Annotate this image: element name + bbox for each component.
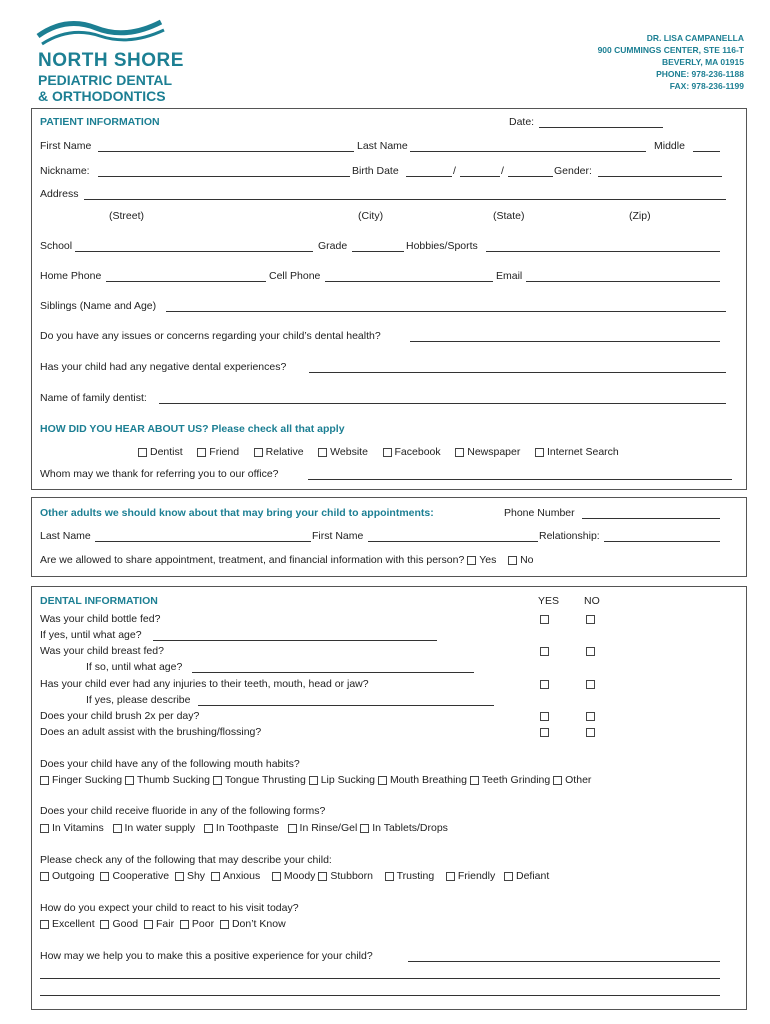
phone-number: PHONE: 978-236-1188 xyxy=(656,69,744,79)
siblings-label: Siblings (Name and Age) xyxy=(40,300,157,312)
logo-line-2: PEDIATRIC DENTAL xyxy=(38,72,173,88)
section-heading: PATIENT INFORMATION xyxy=(40,116,160,128)
fluoride-vitamins[interactable]: In Vitamins xyxy=(40,822,104,834)
concerns-field[interactable] xyxy=(410,341,720,342)
slash: / xyxy=(453,165,456,177)
react-fair[interactable]: Fair xyxy=(144,918,174,930)
hobbies-label: Hobbies/Sports xyxy=(406,240,478,252)
last-name-label: Last Name xyxy=(357,140,408,152)
fluoride-rinse-gel[interactable]: In Rinse/Gel xyxy=(288,822,358,834)
fax-number: FAX: 978-236-1199 xyxy=(669,81,744,91)
siblings-field[interactable] xyxy=(166,311,726,312)
injury-yes-checkbox[interactable] xyxy=(540,680,549,689)
adult-first-name-field[interactable] xyxy=(368,541,538,542)
checkbox-relative[interactable]: Relative xyxy=(254,446,304,458)
describe-friendly[interactable]: Friendly xyxy=(446,870,495,882)
date-field[interactable] xyxy=(539,127,663,128)
email-label: Email xyxy=(496,270,523,282)
hear-about-options xyxy=(138,446,619,458)
logo-line-1: NORTH SHORE xyxy=(38,50,184,71)
gender-field[interactable] xyxy=(598,176,722,177)
react-dont-know[interactable]: Don’t Know xyxy=(220,918,286,930)
bottle-age-field[interactable] xyxy=(153,640,437,641)
breast-fed-no-checkbox[interactable] xyxy=(586,647,595,656)
react-options xyxy=(40,918,286,930)
habit-mouth-breathing[interactable]: Mouth Breathing xyxy=(378,774,467,786)
describe-trusting[interactable]: Trusting xyxy=(385,870,435,882)
grade-field[interactable] xyxy=(352,251,404,252)
email-field[interactable] xyxy=(526,281,720,282)
fluoride-water-supply[interactable]: In water supply xyxy=(113,822,196,834)
relationship-field[interactable] xyxy=(604,541,720,542)
last-name-field[interactable] xyxy=(410,151,646,152)
school-label: School xyxy=(40,240,73,252)
middle-label: Middle xyxy=(654,140,685,152)
react-excellent[interactable]: Excellent xyxy=(40,918,95,930)
dental-heading: DENTAL INFORMATION xyxy=(40,595,158,607)
patient-info-section xyxy=(31,108,747,490)
grade-label: Grade xyxy=(318,240,348,252)
describe-moody[interactable]: Moody xyxy=(272,870,316,882)
doctor-name: DR. LISA CAMPANELLA xyxy=(646,33,744,43)
help-question: How may we help you to make this a positive experience for your child? xyxy=(40,950,373,962)
zip-caption: (Zip) xyxy=(629,210,651,222)
fluoride-question: Does your child receive fluoride in any of the following forms? xyxy=(40,805,326,817)
nickname-label: Nickname: xyxy=(40,165,90,177)
no-column-header: NO xyxy=(584,595,600,607)
describe-cooperative[interactable]: Cooperative xyxy=(100,870,169,882)
address-field[interactable] xyxy=(84,199,726,200)
brush-question: Does your child brush 2x per day? xyxy=(40,710,200,722)
habits-options xyxy=(40,774,591,786)
checkbox-facebook[interactable]: Facebook xyxy=(383,446,441,458)
first-name-label: First Name xyxy=(40,140,92,152)
hear-about-heading: HOW DID YOU HEAR ABOUT US? Please check all that apply xyxy=(40,423,345,435)
phone-number-label: Phone Number xyxy=(504,507,575,519)
negative-experience-field[interactable] xyxy=(309,372,726,373)
breast-age-field[interactable] xyxy=(192,672,474,673)
checkbox-friend[interactable]: Friend xyxy=(197,446,239,458)
address-label: Address xyxy=(40,188,79,200)
family-dentist-label: Name of family dentist: xyxy=(40,392,147,404)
adult-last-name-field[interactable] xyxy=(95,541,311,542)
first-name-field[interactable] xyxy=(98,151,354,152)
gender-label: Gender: xyxy=(554,165,592,177)
city-address: BEVERLY, MA 01915 xyxy=(661,57,744,67)
school-field[interactable] xyxy=(75,251,313,252)
fluoride-options xyxy=(40,822,448,834)
adult-first-name-label: First Name xyxy=(312,530,364,542)
breast-fed-question: Was your child breast fed? xyxy=(40,645,164,657)
hobbies-field[interactable] xyxy=(486,251,720,252)
bottle-fed-yes-checkbox[interactable] xyxy=(540,615,549,624)
relationship-label: Relationship: xyxy=(539,530,600,542)
home-phone-label: Home Phone xyxy=(40,270,102,282)
street-address: 900 CUMMINGS CENTER, STE 116-T xyxy=(597,45,744,55)
share-no-checkbox[interactable]: No xyxy=(508,554,533,566)
checkbox-internet-search[interactable]: Internet Search xyxy=(535,446,619,458)
share-info-question: Are we allowed to share appointment, treatment, and financial information with this person? Yes No xyxy=(40,554,534,566)
home-phone-field[interactable] xyxy=(106,281,266,282)
birth-date-label: Birth Date xyxy=(352,165,399,177)
yes-column-header: YES xyxy=(538,595,560,607)
checkbox-newspaper[interactable]: Newspaper xyxy=(455,446,520,458)
injury-question: Has your child ever had any injuries to their teeth, mouth, head or jaw? xyxy=(40,678,369,690)
assist-question: Does an adult assist with the brushing/flossing? xyxy=(40,726,262,738)
practice-address xyxy=(598,32,744,92)
other-adults-heading: Other adults we should know about that may bring your child to appointments: xyxy=(40,507,434,519)
bottle-age-question: If yes, until what age? xyxy=(40,629,142,641)
middle-field[interactable] xyxy=(693,151,720,152)
adult-last-name-label: Last Name xyxy=(40,530,91,542)
practice-logo xyxy=(36,14,196,104)
habit-other[interactable]: Other xyxy=(553,774,591,786)
habit-finger-sucking[interactable]: Finger Sucking xyxy=(40,774,122,786)
assist-yes-checkbox[interactable] xyxy=(540,728,549,737)
habit-lip-sucking[interactable]: Lip Sucking xyxy=(309,774,375,786)
injury-no-checkbox[interactable] xyxy=(586,680,595,689)
react-question: How do you expect your child to react to his visit today? xyxy=(40,902,299,914)
describe-shy[interactable]: Shy xyxy=(175,870,205,882)
state-caption: (State) xyxy=(493,210,525,222)
family-dentist-field[interactable] xyxy=(159,403,726,404)
slash: / xyxy=(501,165,504,177)
date-label: Date: xyxy=(509,116,535,128)
describe-anxious[interactable]: Anxious xyxy=(211,870,260,882)
birth-day-field[interactable] xyxy=(460,176,500,177)
react-poor[interactable]: Poor xyxy=(180,918,214,930)
describe-stubborn[interactable]: Stubborn xyxy=(318,870,373,882)
city-caption: (City) xyxy=(358,210,384,222)
help-field-line-3[interactable] xyxy=(40,995,720,996)
other-adults-section xyxy=(31,497,747,577)
adult-phone-field[interactable] xyxy=(582,518,720,519)
injury-describe-field[interactable] xyxy=(198,705,494,706)
concerns-question: Do you have any issues or concerns regarding your child’s dental health? xyxy=(40,330,381,342)
birth-month-field[interactable] xyxy=(406,176,452,177)
describe-question: Please check any of the following that may describe your child: xyxy=(40,854,332,866)
checkbox-website[interactable]: Website xyxy=(318,446,368,458)
habit-thumb-sucking[interactable]: Thumb Sucking xyxy=(125,774,210,786)
habits-question: Does your child have any of the following mouth habits? xyxy=(40,758,300,770)
breast-age-question: If so, until what age? xyxy=(86,661,183,673)
describe-outgoing[interactable]: Outgoing xyxy=(40,870,95,882)
wave-logo-icon xyxy=(36,14,166,48)
fluoride-toothpaste[interactable]: In Toothpaste xyxy=(204,822,279,834)
cell-phone-label: Cell Phone xyxy=(269,270,321,282)
brush-no-checkbox[interactable] xyxy=(586,712,595,721)
assist-no-checkbox[interactable] xyxy=(586,728,595,737)
street-caption: (Street) xyxy=(109,210,145,222)
referral-field[interactable] xyxy=(308,479,732,480)
checkbox-dentist[interactable]: Dentist xyxy=(138,446,183,458)
negative-experience-question: Has your child had any negative dental experiences? xyxy=(40,361,287,373)
brush-yes-checkbox[interactable] xyxy=(540,712,549,721)
logo-line-3: & ORTHODONTICS xyxy=(38,88,166,104)
nickname-field[interactable] xyxy=(98,176,350,177)
bottle-fed-no-checkbox[interactable] xyxy=(586,615,595,624)
referral-question: Whom may we thank for referring you to our office? xyxy=(40,468,279,480)
birth-year-field[interactable] xyxy=(508,176,553,177)
react-good[interactable]: Good xyxy=(100,918,138,930)
injury-describe-label: If yes, please describe xyxy=(86,694,191,706)
fluoride-tablets-drops[interactable]: In Tablets/Drops xyxy=(360,822,448,834)
help-field-line-1[interactable] xyxy=(408,961,720,962)
breast-fed-yes-checkbox[interactable] xyxy=(540,647,549,656)
cell-phone-field[interactable] xyxy=(325,281,493,282)
share-yes-checkbox[interactable]: Yes xyxy=(467,554,496,566)
habit-tongue-thrusting[interactable]: Tongue Thrusting xyxy=(213,774,306,786)
describe-options xyxy=(40,870,549,882)
help-field-line-2[interactable] xyxy=(40,978,720,979)
bottle-fed-question: Was your child bottle fed? xyxy=(40,613,161,625)
describe-defiant[interactable]: Defiant xyxy=(504,870,549,882)
habit-teeth-grinding[interactable]: Teeth Grinding xyxy=(470,774,550,786)
dental-info-section xyxy=(31,586,747,1010)
